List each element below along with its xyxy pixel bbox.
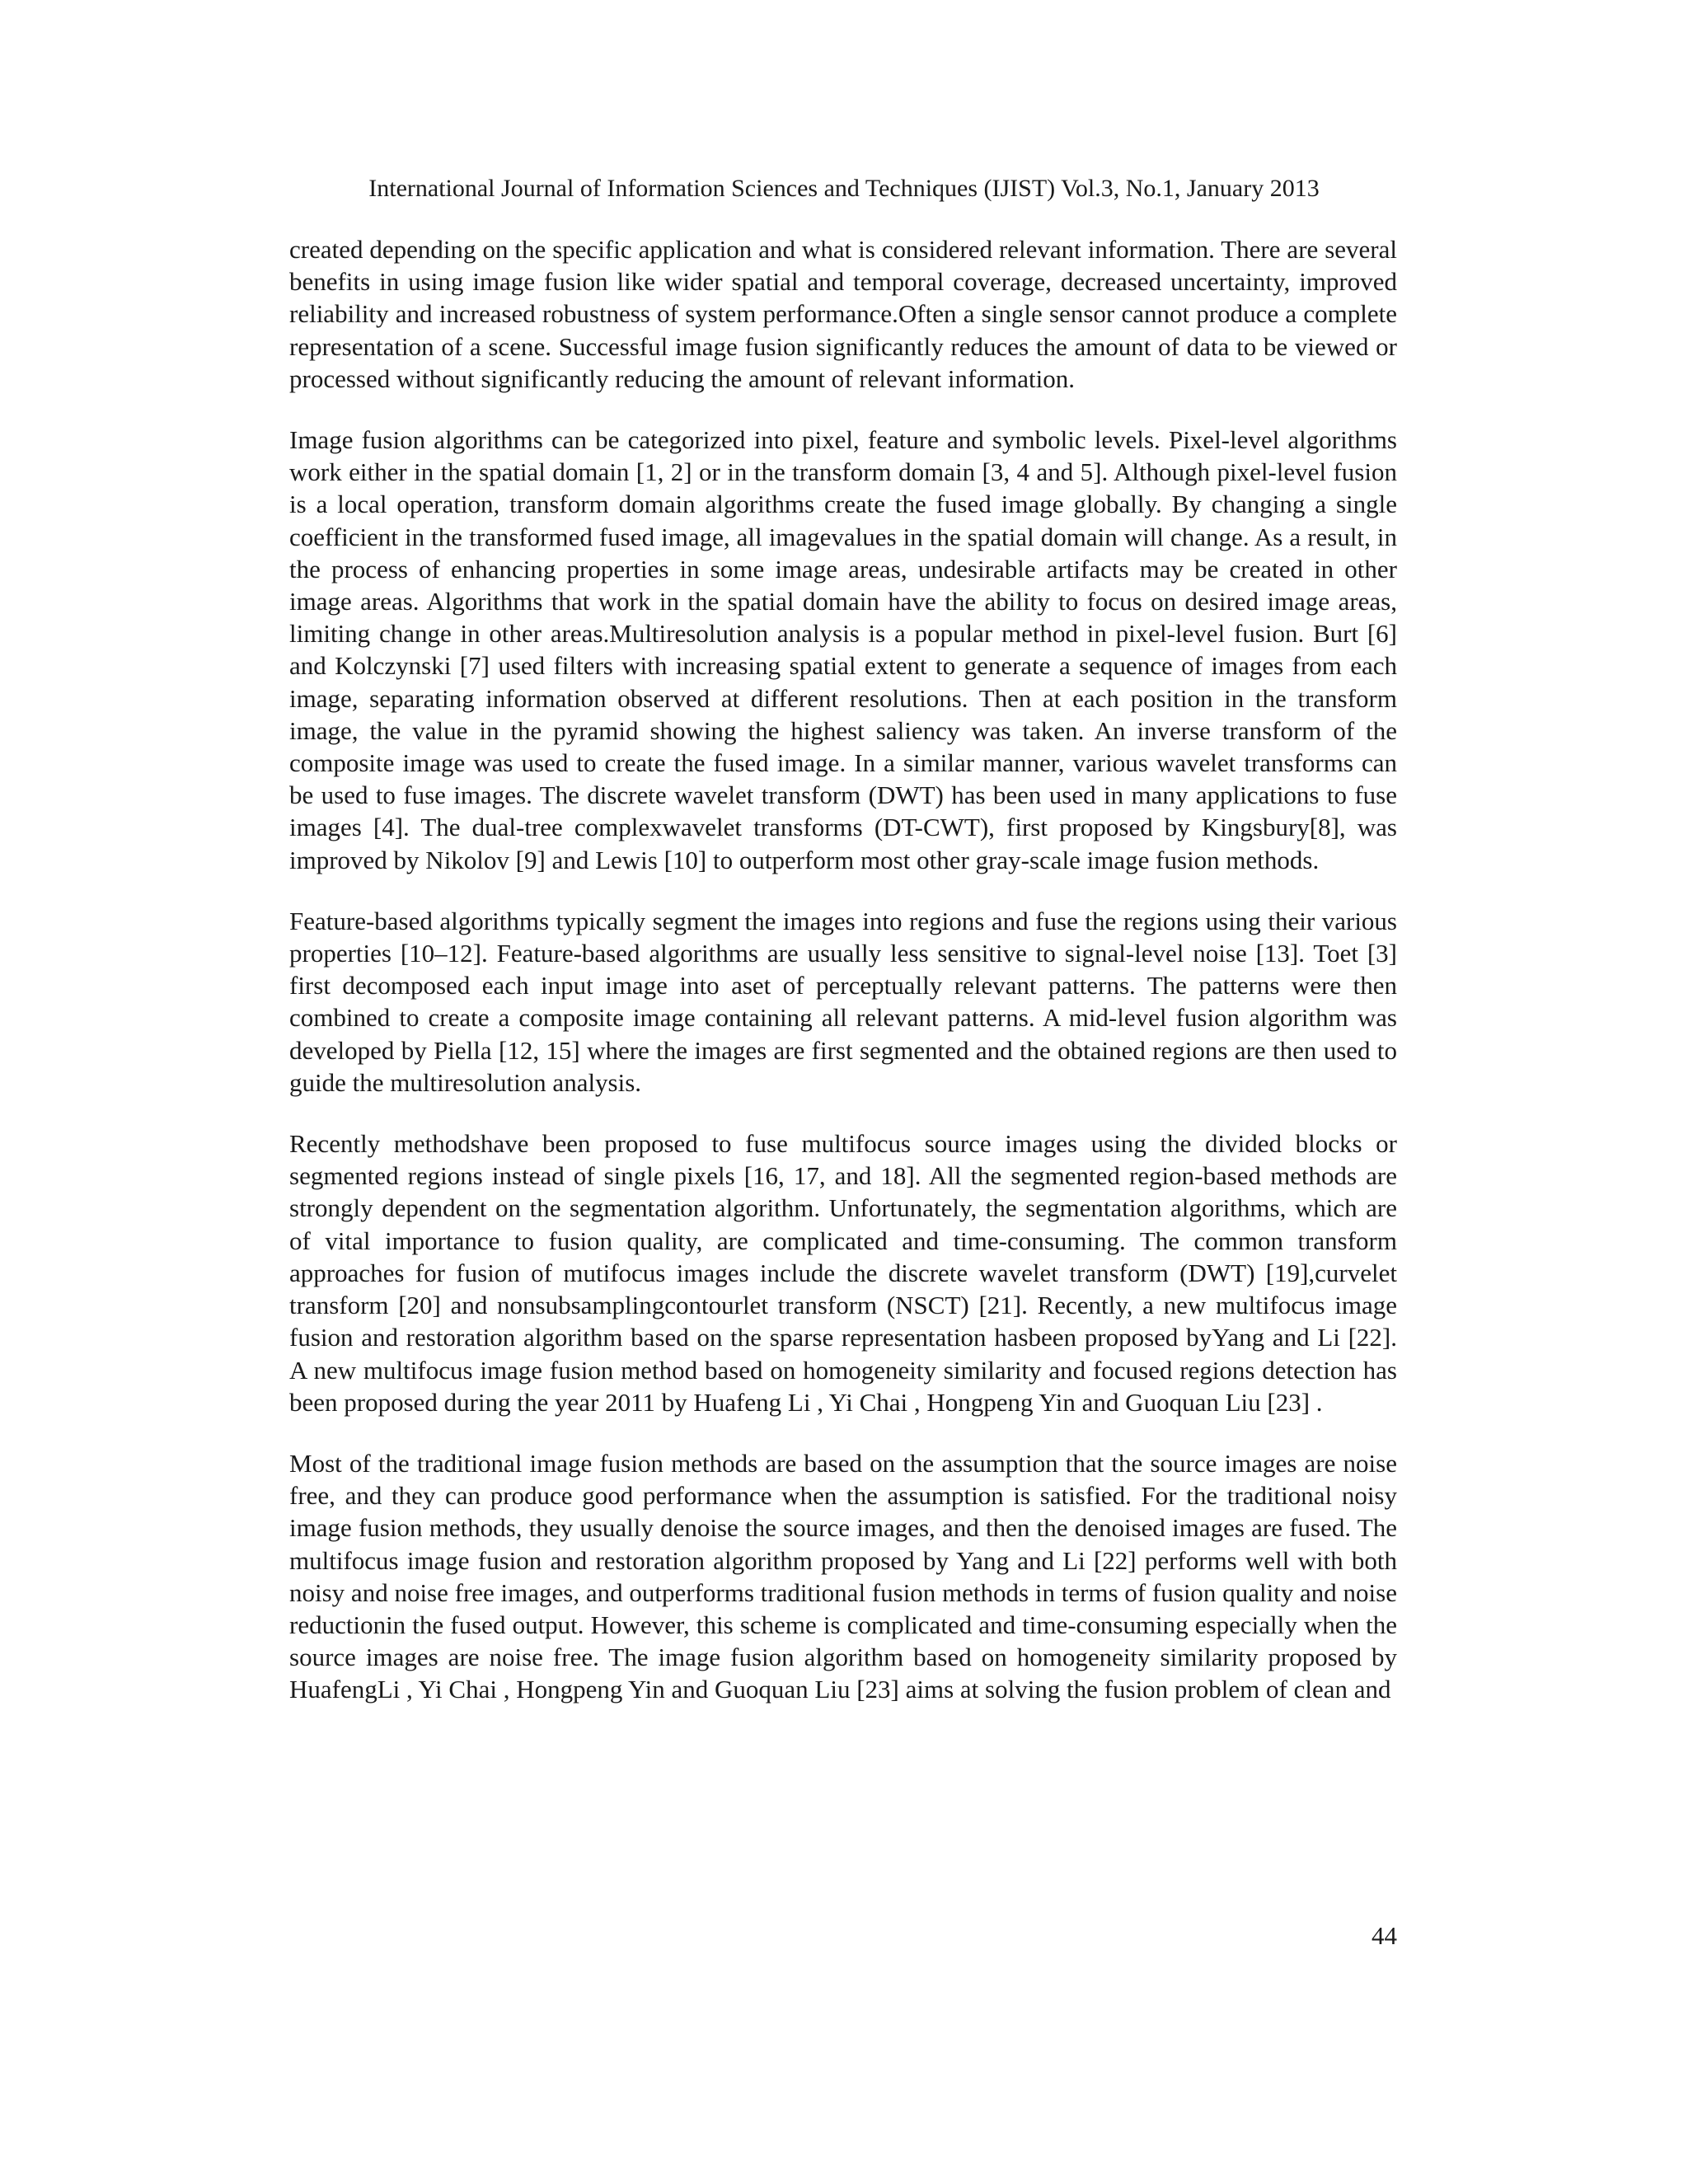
paragraph-1: created depending on the specific application and what is considered relevant information. There are several benefits in using image fusion like wider spatial and temporal coverage, decreased uncertainty, improved reliability and increased robustness of system performance.Often a single sensor cannot produce a complete representation of a scene. Successful image fusion significantly reduces the amount of data to be viewed or processed without significantly reducing the amount of relevant information. <box>289 235 1397 393</box>
page-number: 44 <box>1372 1921 1397 1950</box>
paragraph-3: Feature-based algorithms typically segment the images into regions and fuse the regions using their various properties [10–12]. Feature-based algorithms are usually less sensitive to signal-level noise [13]. Toet [3] first decomposed each input image into aset of perceptually relevant patterns. The patterns were then combined to create a composite image containing all relevant patterns. A mid-level fusion algorithm was developed by Piella [12, 15] where the images are first segmented and the obtained regions are then used to guide the multiresolution analysis. <box>289 906 1397 1097</box>
paragraph-4: Recently methodshave been proposed to fuse multifocus source images using the divided blocks or segmented regions instead of single pixels [16, 17, and 18]. All the segmented region-based methods are strongly dependent on the segmentation algorithm. Unfortunately, the segmentation algorithms, which are of vital importance to fusion quality, are complicated and time-consuming. The common transform approaches for fusion of mutifocus images include the discrete wavelet transform (DWT) [19],curvelet transform [20] and nonsubsamplingcontourlet transform (NSCT) [21]. Recently, a new multifocus image fusion and restoration algorithm based on the sparse representation hasbeen proposed byYang and Li [22]. A new multifocus image fusion method based on homogeneity similarity and focused regions detection has been proposed during the year 2011 by Huafeng Li , Yi Chai , Hongpeng Yin and Guoquan Liu [23] . <box>289 1129 1397 1417</box>
paragraph-2: Image fusion algorithms can be categorized into pixel, feature and symbolic levels. Pixel-level algorithms work either in the spatial domain [1, 2] or in the transform domain [3, 4 and 5]. Although pixel-level fusion is a local operation, transform domain algorithms create the fused image globally. By changing a single coefficient in the transformed fused image, all imagevalues in the spatial domain will change. As a result, in the process of enhancing properties in some image areas, undesirable artifacts may be created in other image areas. Algorithms that work in the spatial domain have the ability to focus on desired image areas, limiting change in other areas.Multiresolution analysis is a popular method in pixel-level fusion. Burt [6] and Kolczynski [7] used filters with increasing spatial extent to generate a sequence of images from each image, separating information observed at different resolutions. Then at each position in the transform image, the value in the pyramid showing the highest saliency was taken. An inverse transform of the composite image was used to create the fused image. In a similar manner, various wavelet transforms can be used to fuse images. The discrete wavelet transform (DWT) has been used in many applications to fuse images [4]. The dual-tree complexwavelet transforms (DT-CWT), first proposed by Kingsbury[8], was improved by Nikolov [9] and Lewis [10] to outperform most other gray-scale image fusion methods. <box>289 425 1397 874</box>
body-text <box>289 233 1397 1735</box>
paragraph-5: Most of the traditional image fusion methods are based on the assumption that the source images are noise free, and they can produce good performance when the assumption is satisfied. For the traditional noisy image fusion methods, they usually denoise the source images, and then the denoised images are fused. The multifocus image fusion and restoration algorithm proposed by Yang and Li [22] performs well with both noisy and noise free images, and outperforms traditional fusion methods in terms of fusion quality and noise reductionin the fused output. However, this scheme is complicated and time-consuming especially when the source images are noise free. The image fusion algorithm based on homogeneity similarity proposed by HuafengLi , Yi Chai , Hongpeng Yin and Guoquan Liu [23] aims at solving the fusion problem of clean and <box>289 1448 1397 1704</box>
running-header: International Journal of Information Sciences and Techniques (IJIST) Vol.3, No.1, January 2013 <box>368 175 1320 202</box>
